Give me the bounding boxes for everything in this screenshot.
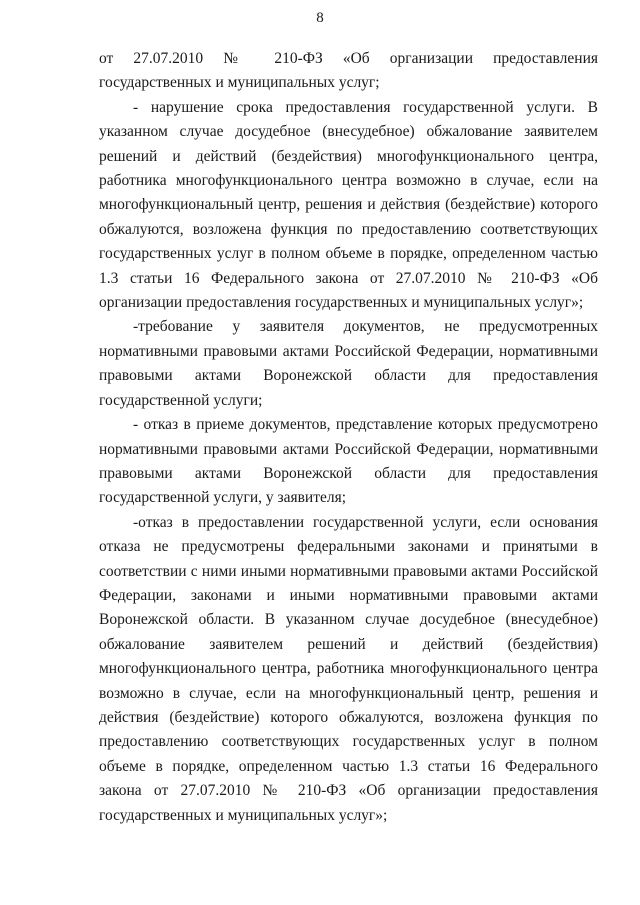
paragraph-deadline-violation: - нарушение срока предоставления государственной услуги. В указанном случае досудебное (внесудебное) обжалование заявителем решений и действий (бездействия) многофункционального центра, работника многофункционального центра возможно в случае, если на многофункциональный центр, решения и действия (бездействие) которого обжалуются, возложена функция по предоставлению соответствующих государственных услуг в полном объеме в порядке, определенном частью 1.3 статьи 16 Федерального закона от 27.07.2010 № 210-ФЗ «Об организации предоставления государственных и муниципальных услуг»; — [99, 98, 598, 312]
paragraph-extra-documents: -требование у заявителя документов, не предусмотренных нормативными правовыми актами Российской Федерации, нормативными правовыми актами Воронежской области для предоставления государственной услуги; — [99, 318, 598, 409]
paragraph-service-refusal: -отказ в предоставлении государственной услуги, если основания отказа не предусмотрены федеральными законами и принятыми в соответствии с ними иными нормативными правовыми актами Российской Федерации, законами и иными нормативными правовыми актами Воронежской области. В указанном случае досудебное (внесудебное) обжалование заявителем решений и действий (бездействия) многофункционального центра, работника многофункционального центра возможно в случае, если на многофункциональный центр, решения и действия (бездействие) которого обжалуются, возложена функция по предоставлению соответствующих государственных услуг в полном объеме в порядке, определенном частью 1.3 статьи 16 Федерального закона от 27.07.2010 № 210-ФЗ «Об организации предоставления государственных и муниципальных услуг»; — [99, 513, 598, 824]
paragraph-document-refusal: - отказ в приеме документов, представление которых предусмотрено нормативными правовыми актами Российской Федерации, нормативными правовыми актами Воронежской области для предоставления государственной услуги, у заявителя; — [99, 416, 598, 507]
page-number: 8 — [316, 10, 324, 26]
document-body — [99, 47, 598, 828]
paragraph-continuation: от 27.07.2010 № 210-ФЗ «Об организации предоставления государственных и муниципальных услуг; — [99, 50, 598, 92]
